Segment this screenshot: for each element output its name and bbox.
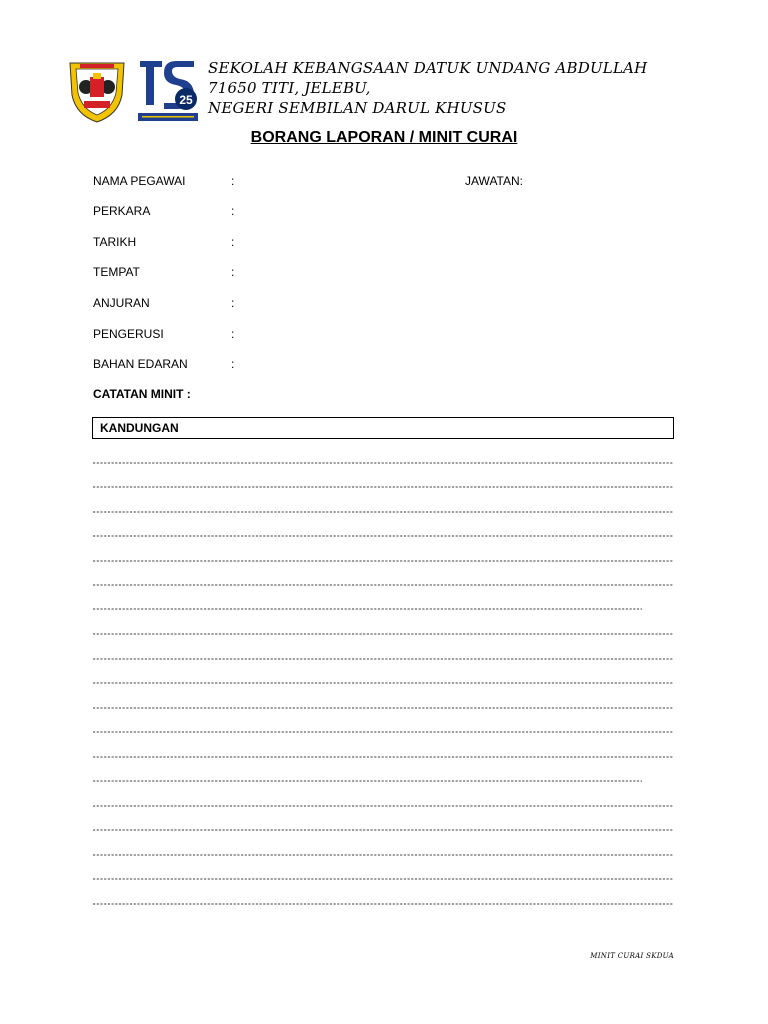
- field-colon: :: [231, 296, 235, 310]
- field-colon: :: [231, 204, 235, 218]
- school-name: SEKOLAH KEBANGSAAN DATUK UNDANG ABDULLAH: [208, 59, 648, 77]
- field-colon: :: [231, 327, 235, 341]
- field-label-tempat: TEMPAT: [93, 265, 140, 279]
- catatan-minit-label: CATATAN MINIT :: [93, 387, 191, 401]
- field-label-bahan-edaran: BAHAN EDARAN: [93, 357, 188, 371]
- field-colon: :: [231, 174, 235, 188]
- form-title: BORANG LAPORAN / MINIT CURAI: [250, 129, 518, 146]
- kandungan-label: KANDUNGAN: [100, 421, 179, 435]
- school-town: 71650 TITI, JELEBU,: [208, 79, 371, 97]
- school-state: NEGERI SEMBILAN DARUL KHUSUS: [208, 99, 507, 117]
- field-label-jawatan: JAWATAN:: [465, 174, 523, 188]
- field-label-pengerusi: PENGERUSI: [93, 327, 164, 341]
- footer-text: MINIT CURAI SKDUA: [590, 952, 674, 960]
- field-label-anjuran: ANJURAN: [93, 296, 150, 310]
- field-colon: :: [231, 235, 235, 249]
- field-label-tarikh: TARIKH: [93, 235, 137, 249]
- logo-number-text: 25: [179, 93, 193, 107]
- field-colon: :: [231, 265, 235, 279]
- field-label-perkara: PERKARA: [93, 204, 151, 218]
- field-colon: :: [231, 357, 235, 371]
- field-label-nama-pegawai: NAMA PEGAWAI: [93, 174, 186, 188]
